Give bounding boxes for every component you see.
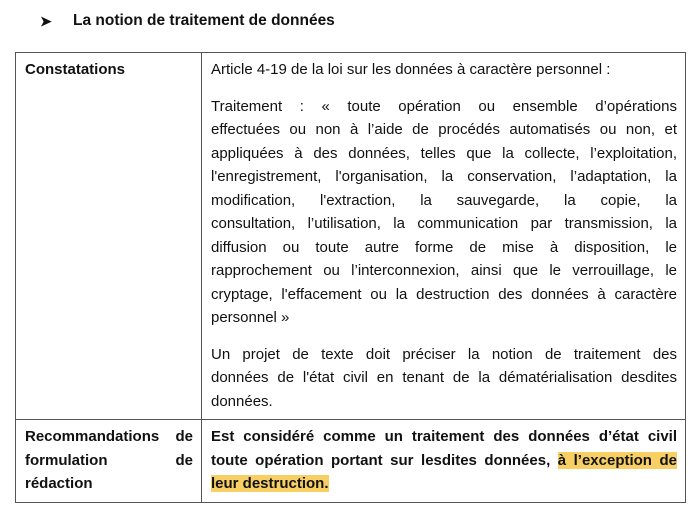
text-line: données.: [211, 392, 273, 410]
observation-paragraph: [211, 343, 677, 414]
table-row-recommandations: [16, 420, 686, 503]
text-line: Recommandations de: [25, 428, 193, 445]
text-line: diffusion ou toute autre forme de mise à disposition, le: [211, 238, 677, 256]
article-reference: Article 4-19 de la loi sur les données à caractère personnel :: [211, 61, 611, 78]
text-line: données de l'état civil en tenant de la dématérialisation desdites: [211, 369, 677, 386]
text-line: rapprochement ou l’interconnexion, ainsi que le verrouillage, le: [211, 262, 677, 279]
text-line: Est considéré comme un traitement des données d’état civil: [211, 428, 677, 445]
text-line: appliquées à des données, telles que la collecte, l’exploitation,: [211, 144, 677, 162]
row-content: [202, 53, 686, 420]
text-line: personnel »: [211, 309, 290, 326]
text-line: [211, 472, 677, 496]
section-heading: [40, 12, 335, 30]
highlighted-text: à l’exception de: [557, 451, 677, 469]
text-line: rédaction: [25, 475, 93, 492]
arrow-bullet-icon: ➤: [40, 12, 52, 29]
text-line: Un projet de texte doit préciser la notion de traitement des: [211, 345, 677, 363]
text-line: effectuées ou non à l’aide de procédés automatisés ou non, et: [211, 121, 677, 138]
text-line: consultation, l’utilisation, la communication par transmission, la: [211, 215, 677, 232]
recommendation-text: [202, 420, 686, 503]
table-row-constatations: [16, 53, 686, 420]
heading-text: La notion de traitement de données: [73, 12, 335, 29]
text-line: modification, l'extraction, la sauvegarde, la copie, la: [211, 191, 677, 209]
text-line: [211, 449, 677, 473]
plain-text: toute opération portant sur lesdites données,: [211, 451, 551, 469]
row-label: Constatations: [16, 53, 202, 420]
text-line: formulation de: [25, 451, 193, 469]
definition-quote: [211, 95, 677, 330]
highlighted-text: leur destruction.: [211, 475, 329, 492]
findings-table: [15, 52, 686, 503]
text-line: Traitement : « toute opération ou ensemble d’opérations: [211, 97, 677, 115]
text-line: l'enregistrement, l'organisation, la conservation, l’adaptation, la: [211, 168, 677, 185]
text-line: cryptage, l'effacement ou la destruction des données à caractère: [211, 285, 677, 303]
row-label: [16, 420, 202, 503]
